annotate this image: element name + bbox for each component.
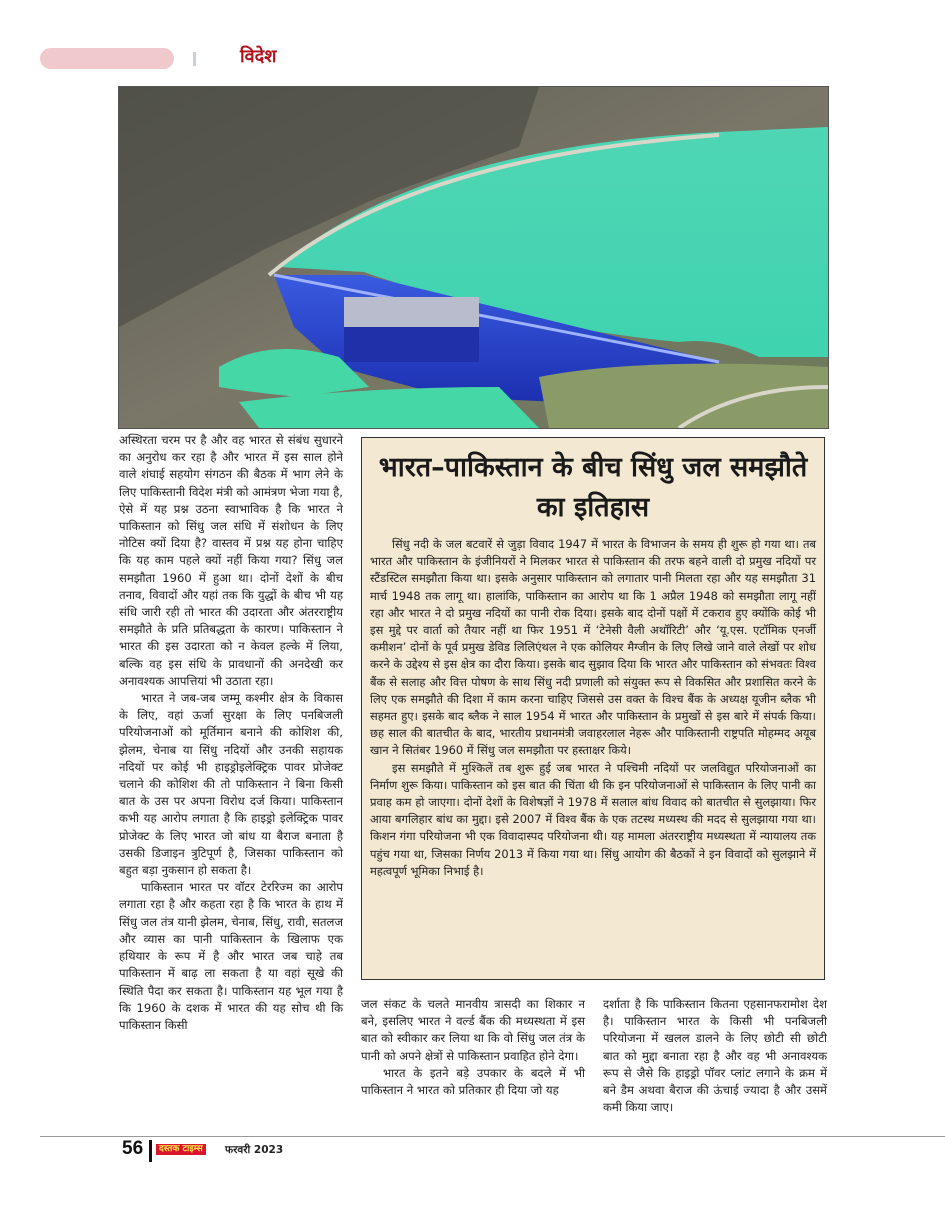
- header-divider: [193, 52, 196, 66]
- dam-photo-illustration: [119, 87, 828, 428]
- box-body: [370, 536, 816, 880]
- footer-separator: [149, 1140, 152, 1162]
- article-column-3: [603, 996, 827, 1116]
- paragraph: अस्थिरता चरम पर है और वह भारत से संबंध सुधारने का अनुरोध कर रहा है और भारत में इस साल होने वाले शंघाई सहयोग संगठन की बैठक में भाग लेने के लिए पाकिस्तानी विदेश मंत्री को आमंत्रण भेजा गया है, ऐसे में यह प्रश्न उठना स्वाभाविक है कि भारत ने पाकिस्तान को सिंधु जल संधि में संशोधन के लिए नोटिस क्यों दिया है? वास्तव में प्रश्न यह होना चाहिए कि यह काम पहले क्यों नहीं किया गया? सिंधु जल समझौता 1960 में हुआ था। दोनों देशों के बीच तनाव, विवादों और यहां तक कि युद्धों के बीच भी यह संधि जारी रही तो भारत की उदारता और अंतरराष्ट्रीय समझौते के प्रति प्रतिबद्धता के कारण। पाकिस्तान ने भारत की इस उदारता को न केवल हल्के में लिया, बल्कि वह इस संधि के प्रावधानों की अनदेखी कर अनावश्यक आपत्तियां भी उठाता रहा।: [119, 433, 343, 688]
- powerhouse: [344, 297, 479, 327]
- paragraph: भारत ने जब-जब जम्मू कश्मीर क्षेत्र के विकास के लिए, वहां ऊर्जा सुरक्षा के लिए पनबिजली परियोजनाओं को मूर्तिमान बनाने की कोशिश की, झेलम, चेनाब या सिंधु नदियों और उनकी सहायक नदियों पर कोई भी हाइड्रोइलेक्ट्रिक पावर प्रोजेक्ट चलाने की कोशिश की तो पाकिस्तान ने बिना किसी बात के उस पर अपना विरोध दर्ज किया। पाकिस्तान कभी यह आरोप लगाता है कि हाइड्रो इलेक्ट्रिक पावर प्रोजेक्ट के लिए भारत जो बांध या बैराज बनाता है उसकी डिजाइन त्रुटिपूर्ण है, जिसका पाकिस्तान को बहुत बड़ा नुकसान हो सकता है।: [119, 691, 343, 878]
- section-title: विदेश: [240, 46, 277, 67]
- paragraph: पाकिस्तान भारत पर वॉटर टेररिज्म का आरोप लगाता रहा है और कहता रहा है कि भारत के हाथ में सिंधु जल तंत्र यानी झेलम, चेनाब, सिंधु, रावी, सतलज और व्यास का पानी पाकिस्तान के खिलाफ एक हथियार के रूप में है और भारत जब चाहे तब पाकिस्तान में बाढ़ ला सकता है या वहां सूखे की स्थिति पैदा कर सकता है। पाकिस्तान यह भूल गया है कि 1960 के दशक में भारत की यह सोच थी कि पाकिस्तान किसी: [119, 880, 343, 1032]
- paragraph: इस समझौते में मुश्किलें तब शुरू हुई जब भारत ने पश्चिमी नदियों पर जलविद्युत परियोजनाओं का निर्माण शुरू किया। पाकिस्तान को इस बात की चिंता थी कि इन परियोजनाओं से पाकिस्तान के लिए पानी का प्रवाह कम हो जाएगा। दोनों देशों के विशेषज्ञों ने 1978 में सलाल बांध विवाद को बातचीत से सुलझाया। फिर आया बगलिहार बांध का मुद्दा। इसे 2007 में विश्व बैंक के एक तटस्थ मध्यस्थ की मदद से सुलझाया गया था। किशन गंगा परियोजना भी एक विवादास्पद परियोजना थी। यह मामला अंतरराष्ट्रीय मध्यस्थता में न्यायालय तक पहुंच गया था, जिसका निर्णय 2013 में किया गया था। सिंधु आयोग की बैठकों ने इन विवादों को सुलझाने में महत्वपूर्ण भूमिका निभाई है।: [370, 760, 816, 878]
- article-column-1: [119, 432, 343, 1034]
- box-title: भारत–पाकिस्तान के बीच सिंधु जल समझौते का इतिहास: [378, 452, 808, 523]
- hillside-right: [539, 364, 828, 428]
- issue-date: फरवरी 2023: [225, 1144, 284, 1156]
- paragraph: दर्शाता है कि पाकिस्तान कितना एहसानफरामोश देश है। पाकिस्तान भारत के किसी भी पनबिजली परियोजना में खलल डालने के लिए छोटी सी छोटी बात को मुद्दा बनाता रहा है और वह भी अनावश्यक रूप से जैसे कि हाइड्रो पॉवर प्लांट लगाने के क्रम में बने डैम अथवा बैराज की ऊंचाई ज्यादा है और उसमें कमी किया जाए।: [603, 997, 827, 1115]
- magazine-logo: दस्तक टाइम्स: [156, 1144, 206, 1155]
- paragraph: भारत के इतने बड़े उपकार के बदले में भी पाकिस्तान ने भारत को प्रतिकार ही दिया जो यह: [361, 1065, 585, 1098]
- footer-divider: [40, 1136, 945, 1137]
- article-column-2: [361, 996, 585, 1099]
- page-number: 56: [122, 1138, 144, 1159]
- paragraph: सिंधु नदी के जल बटवारें से जुड़ा विवाद 1947 में भारत के विभाजन के समय ही शुरू हो गया था। तब भारत और पाकिस्तान के इंजीनियरों ने मिलकर भारत से पाकिस्तान की तरफ बहने वाली दो प्रमुख नदियों पर स्टैंडस्टिल समझौता किया था। इसके अनुसार पाकिस्तान को लगातार पानी मिलता रहा और यह समझौता 31 मार्च 1948 तक लागू था। हालांकि, पाकिस्तान का आरोप था कि 1 अप्रैल 1948 को समझौता लागू नहीं रहा और भारत ने दो प्रमुख नदियों का पानी रोक दिया। इसके बाद दोनों पक्षों में टकराव हुए क्योंकि कोई भी इस मुद्दे पर वार्ता को तैयार नहीं था फिर 1951 में ‘टेनेसी वैली अथॉरिटी’ और ‘यू.एस. एटॉमिक एनर्जी कमीशन’ दोनों के पूर्व प्रमुख डेविड लिलिएंथल ने एक कोलियर मैग्जीन के लिए लिखे जाने वाले लेखों पर शोध करने के उद्देश्य से इस क्षेत्र का दौरा किया। इसके बाद सुझाव दिया कि भारत और पाकिस्तान को संभवतः विश्व बैंक से सलाह और वित्त पोषण के साथ सिंधु नदी प्रणाली को संयुक्त रूप से विकसित और प्रशासित करने के लिए एक समझौते की दिशा में काम करना चाहिए जिससे उस वक्त के विश्च बैंक के अध्यक्ष यूजीन ब्लैक भी सहमत हुए। इसके बाद ब्लैक ने साल 1954 में भारत और पाकिस्तान के प्रमुखों से इस बारे में संपर्क किया। छह साल की बातचीत के बाद, भारतीय प्रधानमंत्री जवाहरलाल नेहरू और पाकिस्तानी राष्ट्रपति मोहम्मद अयूब खान ने सितंबर 1960 में सिंधु जल समझौता पर हस्ताक्षर किये।: [370, 537, 816, 758]
- powerhouse-base: [344, 327, 479, 362]
- history-sidebar-box: [361, 437, 825, 980]
- section-tag-pill: [40, 48, 174, 69]
- dam-photo: [118, 86, 829, 429]
- paragraph: जल संकट के चलते मानवीय त्रासदी का शिकार न बने, इसलिए भारत ने वर्ल्ड बैंक की मध्यस्थता में इस बात को स्वीकार कर लिया था कि वो सिंधु जल तंत्र के पानी को अपने क्षेत्रों से पाकिस्तान प्रवाहित होने देगा।: [361, 997, 585, 1063]
